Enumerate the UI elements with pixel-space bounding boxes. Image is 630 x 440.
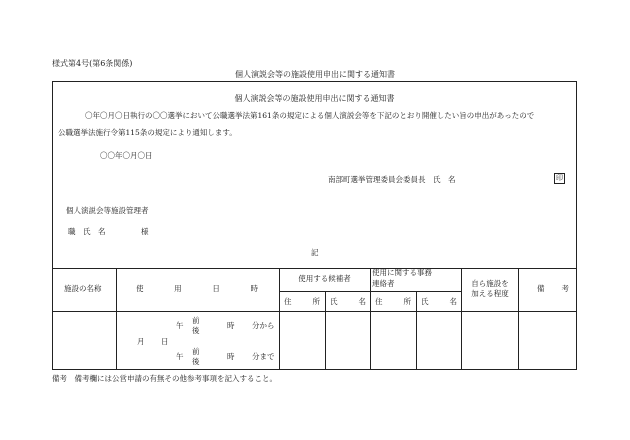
seal-mark: 印	[556, 174, 563, 182]
recipient-honorific: 様	[141, 227, 149, 236]
recipient-name-label: 職 氏 名	[68, 227, 106, 236]
to-minute: 分まで	[252, 352, 275, 361]
table-header-bottom-line	[52, 311, 577, 312]
form-number: 様式第4号(第6条関係)	[52, 59, 133, 68]
col-contact-line-1: 使用に関する事務	[372, 268, 432, 277]
sender-name: 南部町選挙管理委員会委員長 氏 名	[328, 175, 456, 184]
sub-address-1: 住 所	[284, 297, 320, 306]
body-line-1: 〇年〇月〇日執行の〇〇選挙において公職選挙法第161条の規定による個人演説会等を下記のとおり開催したい旨の申出があったので	[85, 111, 535, 120]
from-minute: 分から	[252, 321, 275, 330]
from-ampm-noon: 午	[176, 321, 184, 330]
table-top-line	[52, 268, 577, 269]
col-candidate: 使用する候補者	[298, 274, 351, 283]
sub-address-2: 住 所	[375, 297, 411, 306]
ki-marker: 記	[311, 248, 319, 257]
col-contact-line-2: 連絡者	[372, 279, 395, 288]
to-ampm-am: 前	[192, 347, 200, 356]
sub-name-2: 氏 名	[421, 297, 457, 306]
col-remarks: 備 考	[537, 284, 569, 293]
sub-name-1: 氏 名	[330, 297, 366, 306]
to-ampm-noon: 午	[176, 352, 184, 361]
form-frame	[52, 81, 577, 370]
box-title: 個人演説会等の施設使用申出に関する通知書	[234, 94, 395, 103]
notice-date: 〇〇年〇月〇日	[100, 151, 153, 160]
recipient-title: 個人演説会等施設管理者	[66, 206, 149, 215]
col-own-facility-line-1: 自ら施設を	[471, 279, 509, 288]
from-ampm-pm: 後	[192, 326, 200, 335]
footnote: 備考 備考欄には公営申請の有無その他参考事項を記入すること。	[52, 374, 277, 383]
col-facility-name: 施設の名称	[64, 284, 102, 293]
from-hour: 時	[227, 321, 235, 330]
row-day: 日	[161, 337, 169, 346]
from-ampm-am: 前	[192, 316, 200, 325]
top-title: 個人演説会等の施設使用申出に関する通知書	[235, 70, 395, 79]
to-hour: 時	[227, 352, 235, 361]
col-own-facility-line-2: 加える程度	[471, 289, 509, 298]
to-ampm-pm: 後	[192, 357, 200, 366]
col-usage-datetime: 使 用 日 時	[136, 284, 258, 293]
body-line-2: 公職選挙法施行令第115条の規定により通知します。	[58, 128, 237, 137]
row-month: 月	[137, 337, 145, 346]
